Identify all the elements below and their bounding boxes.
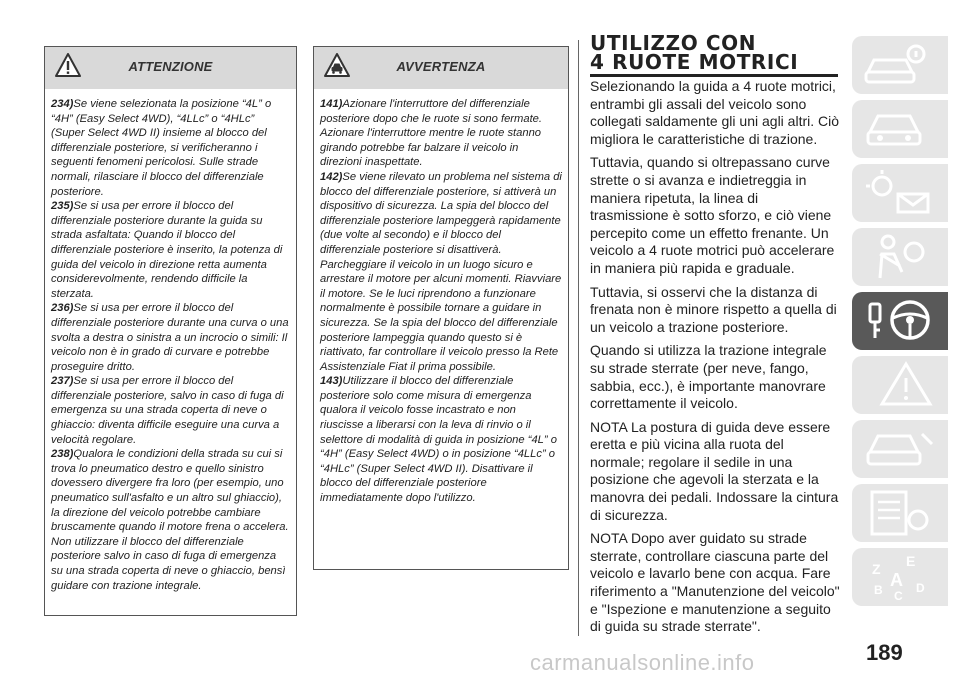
note-text: Se si usa per errore il blocco del differenziale posteriore, salvo in caso di fuga di emergenza su una strada coperta di neve o ghiaccio: diventa difficile eseguire una curva a velocità regolare. <box>51 375 284 446</box>
steering-wheel-key-icon <box>860 296 940 346</box>
note-text: Se viene selezionata la posizione “4L” o “4H” (Easy Select 4WD), “4LLc” o “4HLc” (Super Select 4WD II) insieme al blocco del differenziale posteriore, si verificheranno i seguenti fenomeni pericolosi. Sulle strade normali, rilasciare il blocco del differenziale posteriore. <box>51 98 272 198</box>
car-maintenance-icon <box>860 424 940 474</box>
tab-warning-lights[interactable] <box>852 164 948 222</box>
title-underline <box>590 74 838 77</box>
note-141 <box>320 97 562 170</box>
svg-text:C: C <box>894 589 903 602</box>
note-234 <box>51 97 290 199</box>
note-number: 234) <box>51 98 74 110</box>
tab-starting-driving[interactable] <box>852 292 948 350</box>
note-number: 141) <box>320 98 343 110</box>
note-text: Se si usa per errore il blocco del differenziale posteriore durante una curva o una svolta a destra o sinistra a un incrocio o simili: Il veicolo non è in grado di curvare e potrebbe proseguire dritto. <box>51 302 289 373</box>
note-text: Azionare l'interruttore del differenziale posteriore dopo che le ruote si sono fermate. Azionare l'interruttore mentre le ruote stanno girando potrebbe far balzare il veicolo in direzioni inaspettate. <box>320 98 543 169</box>
note-text: Se viene rilevato un problema nel sistema di blocco del differenziale posteriore, si attiverà un dispositivo di sicurezza. La spia del blocco del differenziale posteriore lampeggerà rapidamente (due volte al secondo) e il blocco del differenziale posteriore si disattiverà. Parcheggiare il veicolo in un luogo sicuro e arrestare il motore per alcuni momenti. Riavviare il motore. Se le luci riprendono a funzionare normalmente è possibile tornare a guidare in sicurezza. Se la spia del blocco del differenziale posteriore lampeggia quando questo si è riattivato, far controllare il veicolo presso la Rete Assistenziale Fiat il prima possibile. <box>320 170 562 373</box>
attention-notes <box>45 89 296 593</box>
note-238 <box>51 447 290 593</box>
tab-emergency[interactable] <box>852 356 948 414</box>
body-paragraph: NOTA La postura di guida deve essere eretta e più vicina alla ruota del normale; regolare il sedile in una posizione che agevoli la sterzata e la manovra dei pedali. Indossare la cintura di sicurezza. <box>590 418 839 523</box>
svg-text:B: B <box>874 583 883 597</box>
note-142 <box>320 170 562 374</box>
note-number: 238) <box>51 448 74 461</box>
note-text: Se si usa per errore il blocco del differenziale posteriore durante la guida su strada asfaltata: Quando il blocco del differenziale posteriore è inserito, la potenza di guida del veicolo in direzione retta aumenta considerevolmente, rendendo difficile la sterzata. <box>51 200 283 300</box>
car-dashboard-icon <box>860 104 940 154</box>
warning-box-header <box>314 47 568 89</box>
attention-box <box>44 46 297 616</box>
note-text: Qualora le condizioni della strada su cui si trova lo pneumatico destro e quello sinistro dovessero divergere fra loro (per esempio, uno pneumatico sull'asfalto e un altro sul ghiaccio), la direzione del veicolo potrebbe cambiare bruscamente quando il motore frena o accelera. Non utilizzare il blocco del differenziale posteriore salvo in caso di fuga di emergenza su una strada coperta di neve o ghiaccio, bensì guidare con trazione integrale. <box>51 448 289 592</box>
tab-car-dashboard[interactable] <box>852 100 948 158</box>
note-number: 235) <box>51 200 74 213</box>
section-body <box>590 78 840 642</box>
tab-car-info[interactable] <box>852 36 948 94</box>
footer-watermark: carmanualsonline.info <box>530 650 755 675</box>
note-number: 237) <box>51 375 74 388</box>
tab-maintenance[interactable] <box>852 420 948 478</box>
safety-airbag-icon <box>860 232 940 282</box>
body-paragraph: Quando si utilizza la trazione integrale su strade sterrate (per neve, fango, sabbia, ecc.), è importante manovrare correttamente il veicolo. <box>590 342 827 412</box>
section-title-line-2: 4 RUOTE MOTRICI <box>590 50 799 74</box>
note-236 <box>51 301 290 374</box>
note-number: 142) <box>320 170 343 183</box>
page-number: 189 <box>866 640 903 665</box>
warning-lights-icon <box>860 168 940 218</box>
note-237 <box>51 374 290 447</box>
warning-box-title: AVVERTENZA <box>396 59 486 74</box>
svg-text:Z: Z <box>872 561 881 577</box>
body-paragraph: Selezionando la guida a 4 ruote motrici, entrambi gli assali del veicolo sono collegati saldamente gli uni agli altri. Ciò migliora le caratteristiche di trazione. <box>590 78 840 147</box>
alphabetical-index-icon <box>860 552 940 602</box>
body-paragraph: Tuttavia, si osservi che la distanza di frenata non è minore rispetto a quella di un veicolo a trazione posteriore. <box>590 283 837 335</box>
attention-box-title: ATTENZIONE <box>128 59 213 74</box>
warning-box <box>313 46 569 570</box>
note-143 <box>320 374 562 505</box>
section-title-line-1: UTILIZZO CON <box>590 31 757 55</box>
car-info-icon <box>860 40 940 90</box>
tab-safety[interactable] <box>852 228 948 286</box>
note-text: Utilizzare il blocco del differenziale posteriore solo come misura di emergenza qualora il veicolo fosse incastrato e non riuscisse a liberarsi con la leva di rinvio o il selettore di modalità di guida in posizione “4L” o “4H” (Easy Select 4WD) o in posizione “4LLc” o “4HLc” (Super Select 4WD II). Disattivare il blocco del differenziale posteriore immediatamente dopo l'utilizzo. <box>320 375 557 505</box>
svg-text:E: E <box>906 553 916 569</box>
note-number: 143) <box>320 375 343 388</box>
body-paragraph: NOTA Dopo aver guidato su strade sterrate, controllare ciascuna parte del veicolo e lavarlo bene con acqua. Fare riferimento a "Manutenzione del veicolo" e "Ispezione e manutenzione a seguito di guida su strade sterrate". <box>590 530 840 635</box>
body-paragraph: Tuttavia, quando si oltrepassano curve strette o si avanza e indietreggia in maniera ripetuta, la linea di trasmissione è sotto sforzo, e ciò viene percepito come un effetto frenante. Un veicolo a 4 ruote motrici può accelerare in maniera più rapida e graduale. <box>590 154 835 276</box>
column-divider <box>578 40 579 636</box>
svg-text:A: A <box>890 570 903 590</box>
svg-text:D: D <box>916 581 925 595</box>
note-number: 236) <box>51 302 74 315</box>
warning-notes <box>314 89 568 506</box>
technical-data-icon <box>860 488 940 538</box>
tab-index[interactable] <box>852 548 948 606</box>
note-235 <box>51 199 290 301</box>
tab-technical-data[interactable] <box>852 484 948 542</box>
emergency-triangle-icon <box>860 360 940 410</box>
section-title <box>590 31 840 74</box>
attention-box-header <box>45 47 296 89</box>
